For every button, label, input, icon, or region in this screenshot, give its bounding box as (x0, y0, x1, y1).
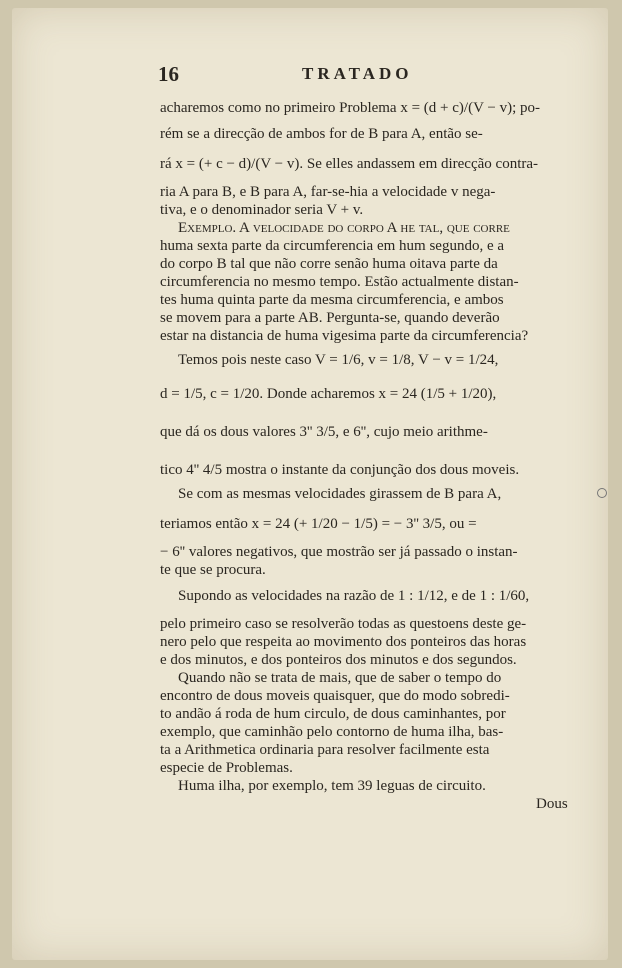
text-line: teriamos então x = 24 (+ 1/20 − 1/5) = − 3'' 3/5, ou = (160, 516, 477, 532)
text-line: to andão á roda de hum circulo, de dous caminhantes, por (160, 706, 506, 722)
running-title: TRATADO (302, 64, 413, 83)
text-line: nero pelo que respeita ao movimento dos ponteiros das horas (160, 634, 527, 650)
text-line: tes huma quinta parte da mesma circumferencia, e ambos (160, 292, 504, 308)
text-line: d = 1/5, c = 1/20. Donde acharemos x = 24 (1/5 + 1/20), (160, 386, 497, 402)
text-line: tiva, e o denominador seria V + v. (160, 202, 364, 218)
text-line: Se com as mesmas velocidades girassem de B para A, (178, 486, 502, 502)
page-number: 16 (158, 62, 179, 86)
text-line: − 6'' valores negativos, que mostrão ser já passado o instan- (160, 544, 518, 560)
text-line: circumferencia no mesmo tempo. Estão actualmente distan- (160, 274, 519, 290)
text-line: que dá os dous valores 3'' 3/5, e 6'', cujo meio arithme- (160, 424, 488, 440)
text-line: e dos minutos, e dos ponteiros dos minutos e dos segundos. (160, 652, 517, 668)
text-line: se movem para a parte AB. Pergunta-se, quando deverão (160, 310, 500, 326)
text-line: do corpo B tal que não corre senão huma oitava parte da (160, 256, 498, 272)
text-line: ria A para B, e B para A, far-se-hia a velocidade v nega- (160, 184, 496, 200)
text-line: huma sexta parte da circumferencia em hum segundo, e a (160, 238, 505, 254)
margin-mark-icon (597, 488, 607, 498)
text-line: exemplo, que caminhão pelo contorno de huma ilha, bas- (160, 724, 504, 740)
text-line: te que se procura. (160, 562, 266, 578)
text-line: especie de Problemas. (160, 760, 293, 776)
text-line: Huma ilha, por exemplo, tem 39 leguas de circuito. (178, 778, 486, 794)
text-line: acharemos como no primeiro Problema x = (d + c)/(V − v); po- (160, 100, 541, 116)
text-line: rém se a direcção de ambos for de B para A, então se- (160, 126, 483, 142)
catchword: Dous (536, 796, 568, 812)
text-line: Exemplo. A velocidade do corpo A he tal, que corre (178, 220, 510, 236)
text-line: ta a Arithmetica ordinaria para resolver facilmente esta (160, 742, 490, 758)
page-header (158, 58, 568, 88)
text-line: Temos pois neste caso V = 1/6, v = 1/8, V − v = 1/24, (178, 352, 499, 368)
text-line: estar na distancia de huma vigesima parte da circumferencia? (160, 328, 529, 344)
text-line: Supondo as velocidades na razão de 1 : 1/12, e de 1 : 1/60, (178, 588, 530, 604)
text-line: rá x = (+ c − d)/(V − v). Se elles andassem em direcção contra- (160, 156, 539, 172)
text-line: tico 4'' 4/5 mostra o instante da conjunção dos dous moveis. (160, 462, 520, 478)
text-line: Quando não se trata de mais, que de saber o tempo do (178, 670, 502, 686)
text-line: encontro de dous moveis quaisquer, que do modo sobredi- (160, 688, 510, 704)
text-line: pelo primeiro caso se resolverão todas as questoens deste ge- (160, 616, 527, 632)
